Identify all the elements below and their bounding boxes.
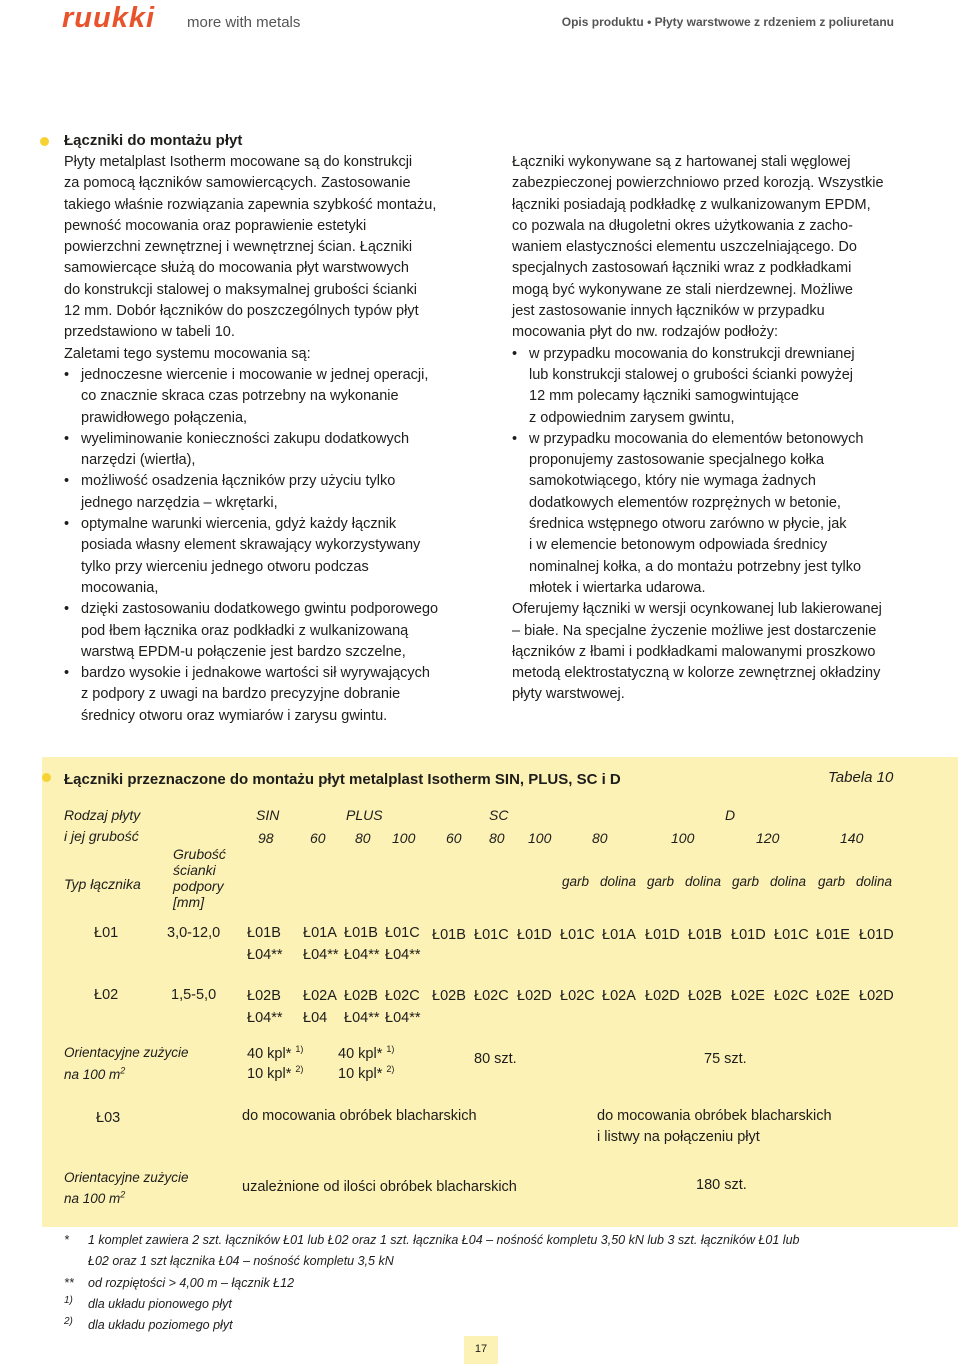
advantage-list <box>64 365 464 727</box>
advantage-item <box>64 663 464 727</box>
substrate-list <box>512 344 912 600</box>
row-l01-plus: Ł01A <box>303 925 337 941</box>
table-label: Tabela 10 <box>828 769 894 786</box>
bullet-line: średnica wstępnego otworu zarówno w płycie, jak <box>529 516 847 533</box>
advantage-item <box>64 599 464 663</box>
footnote-text: Ł02 oraz 1 szt łącznika Ł04 – nośność kompletu 3,5 kN <box>88 1254 394 1268</box>
paragraph-line: pewność mocowania oraz poprawienie estetyki <box>64 217 367 234</box>
paragraph-line: powierzchni zewnętrznej i wewnętrznej ścian. Łączniki <box>64 239 413 256</box>
row-l01-sin: Ł04** <box>247 947 283 963</box>
bullet-line: z odpowiednim zarysem gwintu, <box>529 409 735 426</box>
paragraph-line: Zaletami tego systemu mocowania są: <box>64 345 311 362</box>
bullet-line: 12 mm polecamy łączniki samogwintujące <box>529 388 799 405</box>
thickness-value: 100 <box>528 830 552 846</box>
bullet-line: • bardzo wysokie i jednakowe wartości sił wyrywających <box>81 665 430 682</box>
thickness-value: 60 <box>310 830 326 846</box>
table-bullet-icon <box>42 773 51 782</box>
profile-label: dolina <box>856 874 893 889</box>
row-l01-cell: Ł01E <box>816 927 850 943</box>
bullet-line: tylko przy wierceniu jednego otworu podczas <box>81 558 369 575</box>
bullet-line: narzędzi (wiertła), <box>81 452 196 469</box>
advantage-item <box>64 429 464 472</box>
row-l01-cell: Ł01C <box>774 927 809 943</box>
page-number: 17 <box>464 1336 498 1364</box>
row-l02-cell: Ł02D <box>517 988 552 1004</box>
row-l01-cell: Ł01C <box>560 927 595 943</box>
row-l02-cell: Ł02B <box>432 988 466 1004</box>
row-l01-cell: Ł01A <box>602 927 636 943</box>
row-l02-plus: Ł02B <box>344 988 378 1004</box>
usage-sin: 10 kpl* $^{2)}$ <box>247 1064 304 1082</box>
row-l02-cell: Ł02D <box>645 988 680 1004</box>
profile-label: dolina <box>685 874 722 889</box>
header-sc: SC <box>489 807 509 823</box>
header-wall-thickness: Grubość <box>173 846 226 862</box>
paragraph-line: 12 mm. Dobór łączników do poszczególnych typów płyt <box>64 303 419 320</box>
tagline: more with metals <box>187 14 301 31</box>
row-l01-plus: Ł01B <box>344 925 378 941</box>
thickness-value: 100 <box>392 830 416 846</box>
row-l01-plus: Ł04** <box>385 947 421 963</box>
row-l02-cell: Ł02B <box>688 988 722 1004</box>
paragraph-line: mocowania płyt do nw. rodzajów podłoży: <box>512 324 778 341</box>
footnote-mark: ** <box>64 1276 74 1290</box>
paragraph-line: Łączniki wykonywane są z hartowanej stali węglowej <box>512 154 851 170</box>
bullet-line: • w przypadku mocowania do elementów betonowych <box>529 430 864 447</box>
bullet-line: młotek i wiertarka udarowa. <box>529 579 706 596</box>
row-l03-left: do mocowania obróbek blacharskich <box>242 1108 477 1124</box>
usage-plus: 40 kpl* $^{1)}$ <box>338 1044 395 1062</box>
row-l02-range: 1,5-5,0 <box>171 987 217 1003</box>
row-l02-name: Ł02 <box>94 987 119 1003</box>
bullet-line: średnicy otworu oraz wymiarów i zarysu gwintu. <box>81 707 388 724</box>
header-wall-thickness: [mm] <box>173 894 205 910</box>
header-thickness: i jej grubość <box>64 828 139 844</box>
header-fastener-type: Typ łącznika <box>64 876 141 892</box>
paragraph-line: co pozwala na długoletni okres użytkowania z zacho- <box>512 217 853 234</box>
row-l02-cell: Ł02C <box>474 988 509 1004</box>
header-wall-thickness: podpory <box>173 878 224 894</box>
paragraph-line: jest zastosowanie innych łączników w przypadku <box>512 303 825 320</box>
row-l02-cell: Ł02D <box>859 988 894 1004</box>
usage2-right: 180 szt. <box>696 1177 747 1193</box>
bullet-line: nominalnej kołka, a do montażu potrzebny jest tylko <box>529 558 862 575</box>
row-l02-cell: Ł02C <box>774 988 809 1004</box>
paragraph-line: za pomocą łączników samowiercących. Zastosowanie <box>64 175 411 192</box>
header-wall-thickness: ścianki <box>173 862 216 878</box>
bullet-line: • jednoczesne wiercenie i mocowanie w jednej operacji, <box>81 366 429 383</box>
bullet-line: • możliwość osadzenia łączników przy użyciu tylko <box>81 473 396 490</box>
bullet-line: co znacznie skraca czas potrzebny na wykonanie <box>81 388 399 405</box>
advantage-item <box>64 365 464 429</box>
profile-label: garb <box>818 874 846 889</box>
profile-label: garb <box>647 874 675 889</box>
section-title: Łączniki do montażu płyt <box>64 132 243 149</box>
row-l01-cell: Ł01B <box>688 927 722 943</box>
paragraph-line: przedstawiono w tabeli 10. <box>64 324 235 341</box>
bullet-line: pod łbem łącznika oraz podkładki z wulkanizowaną <box>81 622 409 639</box>
paragraph-line: – białe. Na specjalne życzenie możliwe jest dostarczenie <box>512 622 877 639</box>
paragraph-line: mogą być wykonywane ze stali nierdzewnej. Możliwe <box>512 281 853 298</box>
row-l01-plus: Ł04** <box>303 947 339 963</box>
row-l01-plus: Ł04** <box>344 947 380 963</box>
paragraph-line: specjalnych zastosowań łączniki wraz z podkładkami <box>512 260 852 277</box>
bullet-line: z podpory z uwagi na bardzo precyzyjne dobranie <box>81 686 401 703</box>
usage-label: na 100 $m^2$ <box>64 1189 126 1206</box>
section-bullet-icon <box>40 137 49 146</box>
footnote-mark: * <box>64 1233 69 1247</box>
paragraph-line: do konstrukcji stalowej o maksymalnej grubości ścianki <box>64 281 417 298</box>
row-l03-right: do mocowania obróbek blacharskich <box>597 1108 832 1124</box>
thickness-value: 100 <box>671 830 695 846</box>
bullet-line: warstwą EPDM-u połączenie jest bardzo szczelne, <box>81 643 406 660</box>
row-l01-cell: Ł01D <box>731 927 766 943</box>
footnote-text: 1 komplet zawiera 2 szt. łączników Ł01 lub Ł02 oraz 1 szt. łącznika Ł04 – nośność kompletu 3,50 kN lub 3 szt. łączników Ł01 lub <box>88 1233 800 1247</box>
row-l01-cell: Ł01B <box>432 927 466 943</box>
thickness-value: 120 <box>756 830 780 846</box>
footnote-text: dla układu poziomego płyt <box>88 1318 233 1332</box>
row-l02-plus: Ł04** <box>385 1010 421 1026</box>
bullet-line: i w elemencie betonowym odpowiada średnicy <box>529 537 828 554</box>
row-l02-plus: Ł02C <box>385 988 420 1004</box>
header-plus: PLUS <box>346 807 383 823</box>
footnote-text: od rozpiętości > 4,00 m – łącznik Ł12 <box>88 1276 295 1290</box>
paragraph-line: zabezpieczonej powierzchniowo przed korozją. Wszystkie <box>512 175 884 192</box>
row-l01-range: 3,0-12,0 <box>167 925 221 941</box>
header-d: D <box>725 807 736 823</box>
row-l01-sin: Ł01B <box>247 925 281 941</box>
paragraph-line: Oferujemy łączniki w wersji ocynkowanej lub lakierowanej <box>512 601 882 618</box>
usage-sin: 40 kpl* $^{1)}$ <box>247 1044 304 1062</box>
row-l01-cell: Ł01C <box>474 927 509 943</box>
table-title: Łączniki przeznaczone do montażu płyt metalplast Isotherm SIN, PLUS, SC i D <box>64 771 621 788</box>
paragraph-line: płyty warstwowej. <box>512 686 625 703</box>
usage-sc: 80 szt. <box>474 1051 517 1067</box>
paragraph-line: Płyty metalplast Isotherm mocowane są do konstrukcji <box>64 154 413 170</box>
thickness-value: 140 <box>840 830 864 846</box>
footnote-text: dla układu pionowego płyt <box>88 1297 232 1311</box>
row-l02-cell: Ł02E <box>731 988 765 1004</box>
document-title: Opis produktu • Płyty warstwowe z rdzeniem z poliuretanu <box>561 15 894 29</box>
row-l02-plus: Ł02A <box>303 988 337 1004</box>
usage-label: na 100 $m^2$ <box>64 1065 126 1082</box>
profile-label: garb <box>732 874 760 889</box>
usage-label: Orientacyjne zużycie <box>64 1170 189 1185</box>
bullet-line: prawidłowego połączenia, <box>81 409 248 426</box>
bullet-line: • dzięki zastosowaniu dodatkowego gwintu podporowego <box>81 601 439 618</box>
row-l03-name: Ł03 <box>96 1110 121 1126</box>
paragraph-line: samowiercące służą do mocowania płyt warstwowych <box>64 260 409 277</box>
header-sin: SIN <box>256 807 280 823</box>
thickness-value: 98 <box>258 830 274 846</box>
advantage-item <box>64 471 464 514</box>
thickness-value: 80 <box>592 830 608 846</box>
bullet-line: posiada własny element skrawający wykorzystywany <box>81 537 421 554</box>
right-column <box>512 152 912 706</box>
bullet-line: • w przypadku mocowania do konstrukcji drewnianej <box>529 345 855 362</box>
advantage-item <box>64 514 464 599</box>
usage-plus: 10 kpl* $^{2)}$ <box>338 1064 395 1082</box>
row-l02-sin: Ł04** <box>247 1010 283 1026</box>
row-l02-cell: Ł02A <box>602 988 636 1004</box>
profile-label: garb <box>562 874 590 889</box>
bullet-line: mocowania, <box>81 579 159 596</box>
row-l01-cell: Ł01D <box>517 927 552 943</box>
row-l02-plus: Ł04** <box>344 1010 380 1026</box>
footnote-mark: 2) <box>64 1316 73 1327</box>
thickness-value: 80 <box>489 830 505 846</box>
usage-label: Orientacyjne zużycie <box>64 1045 189 1060</box>
bullet-line: jednego narzędzia – wkrętarki, <box>81 494 278 511</box>
profile-label: dolina <box>600 874 637 889</box>
bullet-line: lub konstrukcji stalowej o grubości ścianki powyżej <box>529 366 853 383</box>
row-l01-plus: Ł01C <box>385 925 420 941</box>
row-l02-plus: Ł04 <box>303 1010 328 1026</box>
substrate-item <box>512 429 912 599</box>
row-l03-right: i listwy na połączeniu płyt <box>597 1129 760 1145</box>
row-l01-cell: Ł01D <box>859 927 894 943</box>
paragraph-line: waniem elastyczności elementu uszczelniającego. Do <box>512 239 857 256</box>
paragraph-line: łączników z łbami i podkładkami malowanymi proszkowo <box>512 643 876 660</box>
paragraph-line: metodą elektrostatyczną w kolorze zewnętrznej okładziny <box>512 665 881 682</box>
bullet-line: • wyeliminowanie konieczności zakupu dodatkowych <box>81 430 410 447</box>
bullet-line: samokotwiącego, który nie wymaga żadnych <box>529 473 816 490</box>
table-10 <box>42 757 958 1227</box>
row-l02-sin: Ł02B <box>247 988 281 1004</box>
bullet-line: proponujemy zastosowanie specjalnego kołka <box>529 452 825 469</box>
paragraph-line: takiego właśnie rozwiązania zapewnia szybkość montażu, <box>64 196 437 213</box>
row-l01-cell: Ł01D <box>645 927 680 943</box>
row-l02-cell: Ł02C <box>560 988 595 1004</box>
row-l02-cell: Ł02E <box>816 988 850 1004</box>
substrate-item <box>512 344 912 429</box>
ruukki-logo: ruukki <box>62 2 156 34</box>
row-l01-name: Ł01 <box>94 925 119 941</box>
thickness-value: 60 <box>446 830 462 846</box>
usage2-left: uzależnione od ilości obróbek blacharskich <box>242 1179 517 1195</box>
bullet-line: dodatkowych elementów rozprężnych w betonie, <box>529 494 841 511</box>
usage-d: 75 szt. <box>704 1051 747 1067</box>
bullet-line: • optymalne warunki wiercenia, gdyż każdy łącznik <box>81 516 397 533</box>
footnote-mark: 1) <box>64 1295 73 1306</box>
profile-label: dolina <box>770 874 807 889</box>
thickness-value: 80 <box>355 830 371 846</box>
paragraph-line: łączniki posiadają podkładkę z wulkanizowanym EPDM, <box>512 196 871 213</box>
header-plate-type: Rodzaj płyty <box>64 807 141 823</box>
left-column <box>64 152 464 727</box>
